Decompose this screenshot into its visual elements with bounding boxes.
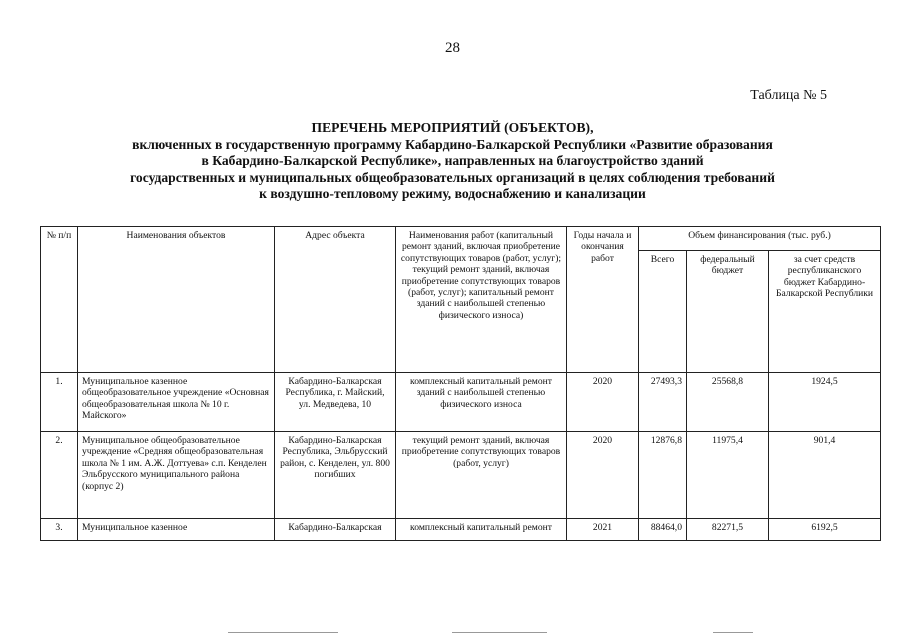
title-line: государственных и муниципальных общеобразовательных организаций в целях соблюдения требований bbox=[130, 169, 775, 185]
row-federal: 25568,8 bbox=[687, 373, 769, 432]
row-name: Муниципальное общеобразовательное учреждение «Средняя общеобразовательная школа № 1 им. А.Ж. Доттуева» с.п. Кенделен Эльбрусского муниципального района (корпус 2) bbox=[78, 432, 275, 519]
scan-artifact-line bbox=[713, 632, 753, 633]
table-row bbox=[41, 373, 881, 432]
row-address: Кабардино-Балкарская Республика, г. Майский, ул. Медведева, 10 bbox=[275, 373, 396, 432]
header-financing: Объем финансирования (тыс. руб.) bbox=[639, 227, 881, 251]
row-works: текущий ремонт зданий, включая приобретение сопутствующих товаров (работ, услуг) bbox=[396, 432, 567, 519]
row-republic: 6192,5 bbox=[769, 519, 881, 541]
header-name: Наименования объектов bbox=[78, 227, 275, 373]
header-republic: за счет средств республиканского бюджет Кабардино-Балкарской Республики bbox=[769, 251, 881, 373]
header-years: Годы начала и окончания работ bbox=[567, 227, 639, 373]
document-title bbox=[40, 120, 865, 203]
page-bottom-edge bbox=[0, 632, 905, 636]
row-works: комплексный капитальный ремонт зданий с наибольшей степенью физического износа bbox=[396, 373, 567, 432]
row-year: 2020 bbox=[567, 373, 639, 432]
header-num: № п/п bbox=[41, 227, 78, 373]
row-name: Муниципальное казенное общеобразовательное учреждение «Основная общеобразовательная школа № 10 г. Майского» bbox=[78, 373, 275, 432]
header-row bbox=[41, 227, 881, 251]
row-total: 12876,8 bbox=[639, 432, 687, 519]
header-federal: федеральный бюджет bbox=[687, 251, 769, 373]
row-federal: 11975,4 bbox=[687, 432, 769, 519]
row-num: 2. bbox=[41, 432, 78, 519]
header-total: Всего bbox=[639, 251, 687, 373]
table-label: Таблица № 5 bbox=[750, 88, 827, 103]
title-line: включенных в государственную программу Кабардино-Балкарской Республики «Развитие образования bbox=[132, 136, 773, 152]
title-line: ПЕРЕЧЕНЬ МЕРОПРИЯТИЙ (ОБЪЕКТОВ), bbox=[311, 120, 594, 135]
row-works: комплексный капитальный ремонт bbox=[396, 519, 567, 541]
row-num: 1. bbox=[41, 373, 78, 432]
row-republic: 1924,5 bbox=[769, 373, 881, 432]
row-republic: 901,4 bbox=[769, 432, 881, 519]
header-works: Наименования работ (капитальный ремонт зданий, включая приобретение сопутствующих товаров (работ, услуг); текущий ремонт зданий, включая приобретение сопутствующих товаров (работ, услуг); капитальный ремонт зданий с наибольшей степенью физического износа) bbox=[396, 227, 567, 373]
measures-table bbox=[40, 226, 881, 541]
row-year: 2020 bbox=[567, 432, 639, 519]
row-address: Кабардино-Балкарская bbox=[275, 519, 396, 541]
page-number: 28 bbox=[445, 40, 460, 56]
row-federal: 82271,5 bbox=[687, 519, 769, 541]
row-num: 3. bbox=[41, 519, 78, 541]
title-line: к воздушно-тепловому режиму, водоснабжению и канализации bbox=[259, 186, 646, 201]
header-address: Адрес объекта bbox=[275, 227, 396, 373]
scan-artifact-line bbox=[228, 632, 338, 633]
row-year: 2021 bbox=[567, 519, 639, 541]
row-total: 88464,0 bbox=[639, 519, 687, 541]
table-row bbox=[41, 519, 881, 541]
title-line: в Кабардино-Балкарской Республике», направленных на благоустройство зданий bbox=[201, 153, 704, 168]
scan-artifact-line bbox=[452, 632, 547, 633]
row-address: Кабардино-Балкарская Республика, Эльбрусский район, с. Кенделен, ул. 800 погибших bbox=[275, 432, 396, 519]
row-total: 27493,3 bbox=[639, 373, 687, 432]
table-row bbox=[41, 432, 881, 519]
row-name: Муниципальное казенное bbox=[78, 519, 275, 541]
